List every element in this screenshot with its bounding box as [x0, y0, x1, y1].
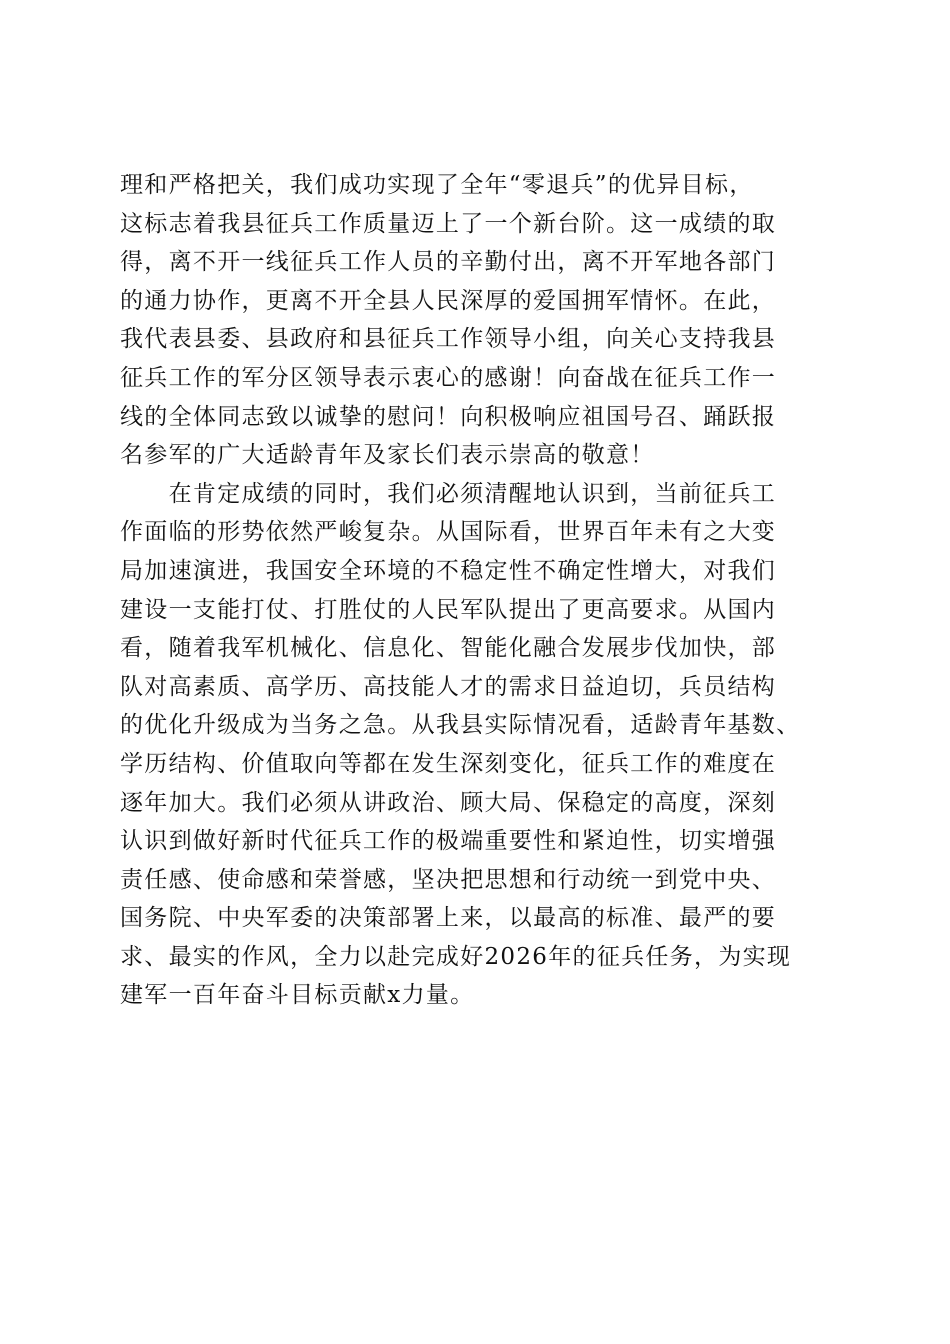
text-line: 的优化升级成为当务之急。从我县实际情况看，适龄青年基数、	[120, 712, 801, 739]
text-line: 理和严格把关，我们成功实现了全年“零退兵”的优异目标，	[120, 172, 754, 198]
text-line: 看，随着我军机械化、信息化、智能化融合发展步伐加快，部	[120, 635, 777, 662]
text-line: 名参军的广大适龄青年及家长们表示崇高的敬意！	[120, 442, 655, 469]
text-line: 这标志着我县征兵工作质量迈上了一个新台阶。这一成绩的取	[120, 210, 777, 237]
text-line: 认识到做好新时代征兵工作的极端重要性和紧迫性，切实增强	[120, 828, 777, 855]
body-text	[120, 166, 840, 1015]
text-line: 我代表县委、县政府和县征兵工作领导小组，向关心支持我县	[120, 326, 777, 353]
text-line: 局加速演进，我国安全环境的不稳定性不确定性增大，对我们	[120, 557, 777, 584]
text-line: 作面临的形势依然严峻复杂。从国际看，世界百年未有之大变	[120, 519, 777, 546]
text-line: 建军一百年奋斗目标贡献x力量。	[120, 982, 475, 1009]
text-line: 得，离不开一线征兵工作人员的辛勤付出，离不开军地各部门	[120, 249, 777, 276]
text-line: 在肯定成绩的同时，我们必须清醒地认识到，当前征兵工	[120, 480, 777, 507]
text-line: 责任感、使命感和荣誉感，坚决把思想和行动统一到党中央、	[120, 866, 777, 893]
text-line: 征兵工作的军分区领导表示衷心的感谢！向奋战在征兵工作一	[120, 364, 777, 391]
text-line: 的通力协作，更离不开全县人民深厚的爱国拥军情怀。在此，	[120, 287, 777, 314]
text-line: 逐年加大。我们必须从讲政治、顾大局、保稳定的高度，深刻	[120, 789, 777, 816]
text-line: 学历结构、价值取向等都在发生深刻变化，征兵工作的难度在	[120, 750, 777, 777]
text-line: 队对高素质、高学历、高技能人才的需求日益迫切，兵员结构	[120, 673, 777, 700]
text-line: 线的全体同志致以诚挚的慰问！向积极响应祖国号召、踊跃报	[120, 403, 777, 430]
text-line: 求、最实的作风，全力以赴完成好2026年的征兵任务，为实现	[120, 943, 792, 970]
text-line: 建设一支能打仗、打胜仗的人民军队提出了更高要求。从国内	[120, 596, 777, 623]
text-line: 国务院、中央军委的决策部署上来，以最高的标准、最严的要	[120, 905, 777, 932]
